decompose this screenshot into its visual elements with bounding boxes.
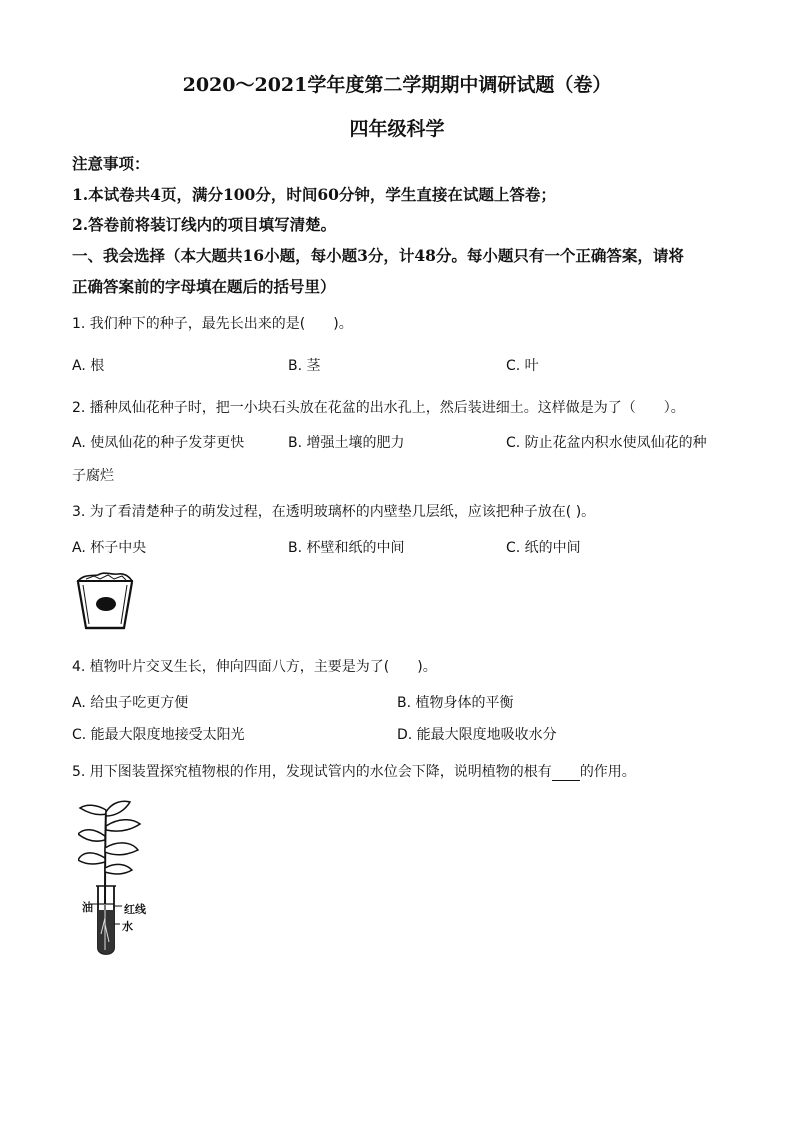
question-5-stem-after: 的作用。 bbox=[579, 764, 636, 780]
question-4-stem: 4. 植物叶片交叉生长，伸向四面八方，主要是为了( )。 bbox=[72, 659, 437, 675]
question-3-option-a: A. 杯子中央 bbox=[72, 540, 147, 556]
question-4-option-d: D. 能最大限度地吸收水分 bbox=[397, 727, 557, 743]
figure-label-water: 水 bbox=[122, 920, 133, 933]
question-2-option-a: A. 使凤仙花的种子发芽更快 bbox=[72, 435, 245, 451]
question-1-stem: 1. 我们种下的种子，最先长出来的是( )。 bbox=[72, 316, 353, 332]
exam-title: 2020～2021学年度第二学期期中调研试题（卷） bbox=[182, 74, 612, 96]
note-item-1: 1.本试卷共4页，满分100分，时间60分钟，学生直接在试题上答卷； bbox=[72, 185, 556, 204]
question-5-stem-before: 5. 用下图装置探究植物根的作用，发现试管内的水位会下降，说明植物的根有 bbox=[72, 764, 552, 780]
question-1-option-b: B. 茎 bbox=[288, 358, 321, 374]
exam-subtitle: 四年级科学 bbox=[349, 118, 445, 140]
section-heading-line1: 一、我会选择（本大题共16小题，每小题3分，计48分。每小题只有一个正确答案，请将 bbox=[72, 246, 684, 265]
plant-test-tube-figure bbox=[78, 800, 168, 960]
question-2-stem: 2. 播种凤仙花种子时，把一小块石头放在花盆的出水孔上，然后装进细土。这样做是为了（ ）。 bbox=[72, 400, 685, 416]
question-2-option-c: C. 防止花盆内积水使凤仙花的种 bbox=[506, 435, 707, 451]
question-4-option-b: B. 植物身体的平衡 bbox=[397, 695, 514, 711]
answer-blank[interactable] bbox=[552, 766, 580, 781]
question-1-option-a: A. 根 bbox=[72, 358, 105, 374]
figure-label-oil: 油 bbox=[82, 901, 93, 914]
figure-label-red-line: 红线 bbox=[124, 903, 146, 916]
question-3-option-c: C. 纸的中间 bbox=[506, 540, 581, 556]
question-2-option-b: B. 增强土壤的肥力 bbox=[288, 435, 405, 451]
notes-heading: 注意事项： bbox=[72, 154, 150, 173]
question-4-option-c: C. 能最大限度地接受太阳光 bbox=[72, 727, 245, 743]
question-3-stem: 3. 为了看清楚种子的萌发过程，在透明玻璃杯的内壁垫几层纸，应该把种子放在( )。 bbox=[72, 504, 596, 520]
note-item-2: 2.答卷前将装订线内的项目填写清楚。 bbox=[72, 215, 337, 234]
section-heading-line2: 正确答案前的字母填在题后的括号里） bbox=[72, 277, 336, 296]
question-1-option-c: C. 叶 bbox=[506, 358, 539, 374]
question-4-option-a: A. 给虫子吃更方便 bbox=[72, 695, 189, 711]
question-5-stem bbox=[72, 761, 636, 781]
glass-cup-figure bbox=[74, 572, 136, 632]
question-2-option-c-continuation: 子腐烂 bbox=[72, 468, 114, 484]
question-3-option-b: B. 杯壁和纸的中间 bbox=[288, 540, 405, 556]
